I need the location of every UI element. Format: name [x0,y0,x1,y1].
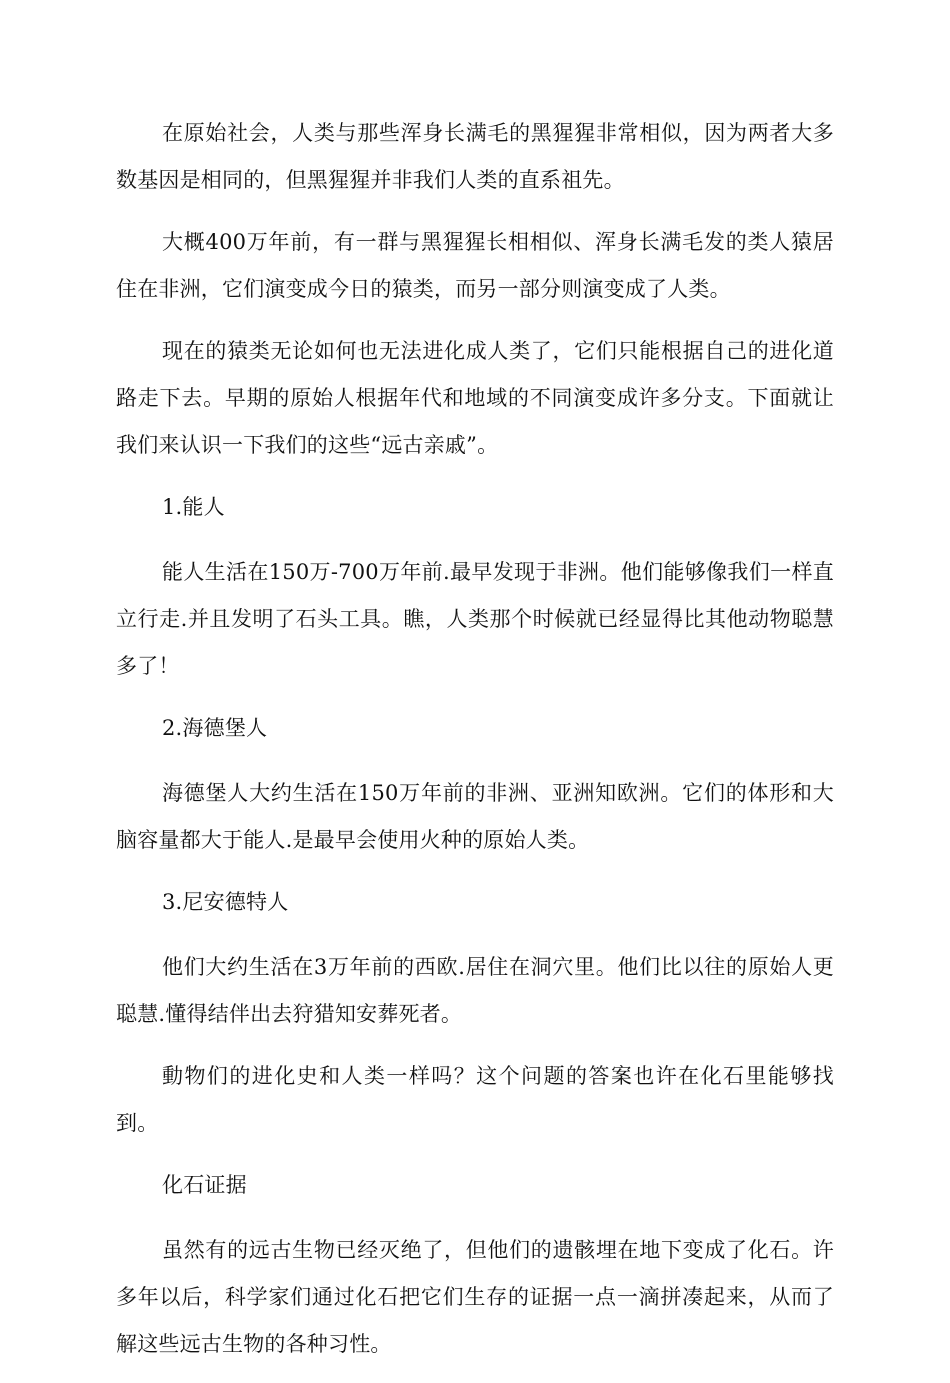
paragraph-intro: 在原始社会，人类与那些浑身长满毛的黑猩猩非常相似，因为两者大多数基因是相同的，但黑猩猩并非我们人类的直系祖先。 [116,121,834,192]
paragraph-neanderthal: 他们大约生活在3万年前的西欧.居住在洞穴里。他们比以往的原始人更聪慧.懂得结伴出去狩猎知安葬死者。 [116,955,834,1026]
heading-homo-habilis: 1.能人 [162,495,225,519]
document-body [116,110,834,1383]
heading-heidelberg: 2.海德堡人 [162,716,268,740]
paragraph-apes: 大概400万年前，有一群与黑猩猩长相相似、浑身长满毛发的类人猿居住在非洲，它们演变成今日的猿类，而另一部分则演变成了人类。 [116,230,834,301]
paragraph-fossils: 虽然有的远古生物已经灭绝了，但他们的遗骸埋在地下变成了化石。许多年以后，科学家们通过化石把它们生存的证据一点一滴拼凑起来，从而了解这些远古生物的各种习性。 [116,1238,834,1356]
heading-fossil-evidence: 化石证据 [162,1173,247,1197]
paragraph-homo-habilis: 能人生活在150万-700万年前.最早发现于非洲。他们能够像我们一样直立行走.并且发明了石头工具。瞧，人类那个时候就已经显得比其他动物聪慧多了！ [116,560,834,678]
paragraph-animal-evolution: 動物们的进化史和人类一样吗？这个问题的答案也许在化石里能够找到。 [116,1064,834,1135]
paragraph-heidelberg: 海德堡人大约生活在150万年前的非洲、亚洲知欧洲。它们的体形和大脑容量都大于能人.是最早会使用火种的原始人类。 [116,781,834,852]
heading-neanderthal: 3.尼安德特人 [162,890,289,914]
paragraph-relatives: 现在的猿类无论如何也无法进化成人类了，它们只能根据自己的进化道路走下去。早期的原始人根据年代和地域的不同演变成许多分支。下面就让我们来认识一下我们的这些“远古亲戚”。 [116,339,834,457]
